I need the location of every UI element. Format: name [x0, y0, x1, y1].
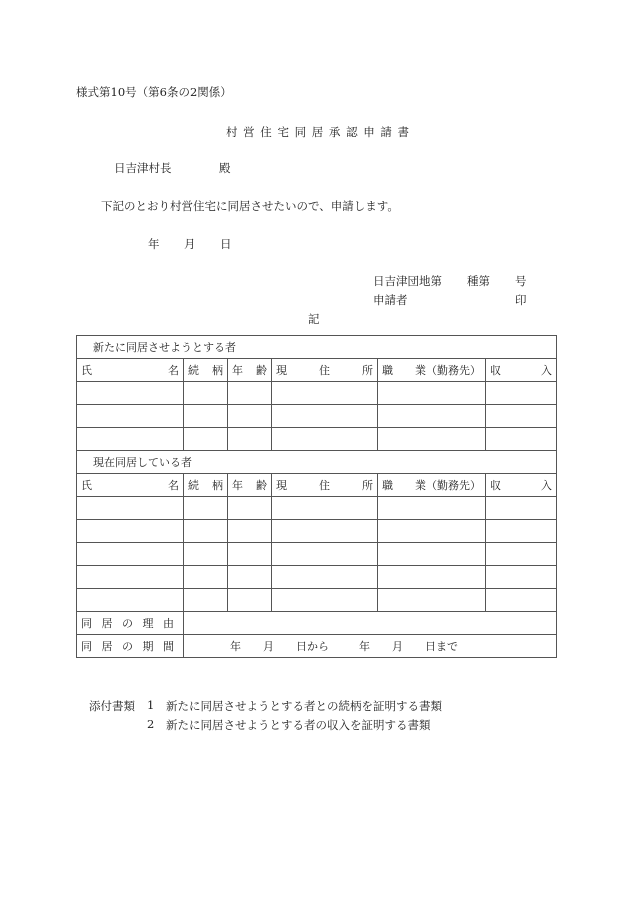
relation-cell[interactable]: [184, 428, 228, 451]
job-cell[interactable]: [378, 405, 486, 428]
col-job-m: 業（勤務先）: [415, 479, 481, 492]
reason-field[interactable]: [184, 612, 557, 635]
applicant-label: 申請者: [373, 293, 408, 307]
col-address-b: 所: [362, 364, 373, 377]
attachment-1-text: 新たに同居させようとする者との続柄を証明する書類: [166, 699, 442, 713]
job-cell[interactable]: [378, 520, 486, 543]
reason-label: 同 居 の 理 由: [77, 612, 184, 635]
col-age-b: 齢: [256, 479, 267, 492]
date-year-label: 年: [148, 237, 160, 251]
reason-row: [77, 612, 557, 635]
ki-label: 記: [308, 312, 320, 326]
address-cell[interactable]: [272, 520, 378, 543]
new-person-row-2: [77, 405, 557, 428]
current-person-row-2: [77, 520, 557, 543]
address-cell[interactable]: [272, 428, 378, 451]
relation-cell[interactable]: [184, 589, 228, 612]
name-cell[interactable]: [77, 589, 184, 612]
col-address-a: 現: [276, 364, 287, 377]
col-name-b: 名: [168, 479, 179, 492]
age-cell[interactable]: [228, 543, 272, 566]
relation-cell[interactable]: [184, 566, 228, 589]
attachments-label: 添付書類: [89, 699, 135, 713]
type-label: 種第: [467, 274, 490, 288]
col-relation-b: 柄: [212, 479, 223, 492]
address-cell[interactable]: [272, 497, 378, 520]
col-income-b: 入: [541, 479, 553, 492]
period-label: 同 居 の 期 間: [77, 635, 184, 658]
income-cell[interactable]: [486, 405, 557, 428]
seal-label: 印: [515, 293, 527, 307]
period-month-from: 月: [263, 640, 274, 653]
address-cell[interactable]: [272, 566, 378, 589]
new-person-row-1: [77, 382, 557, 405]
age-cell[interactable]: [228, 497, 272, 520]
job-cell[interactable]: [378, 589, 486, 612]
attachment-2-text: 新たに同居させようとする者の収入を証明する書類: [166, 718, 431, 732]
date-day-label: 日: [220, 237, 232, 251]
col-address-b: 所: [362, 479, 373, 492]
period-day-from: 日から: [296, 640, 329, 653]
attachment-2-number: 2: [147, 717, 155, 731]
col-address-m: 住: [319, 364, 330, 377]
income-cell[interactable]: [486, 520, 557, 543]
job-cell[interactable]: [378, 428, 486, 451]
col-address-m: 住: [319, 479, 330, 492]
period-year-to: 年: [359, 640, 370, 653]
current-person-row-5: [77, 589, 557, 612]
addressee-name: 日吉津村長: [114, 161, 172, 175]
col-age-b: 齢: [256, 364, 267, 377]
col-age-a: 年: [232, 364, 243, 377]
income-cell[interactable]: [486, 589, 557, 612]
col-name-a: 氏: [81, 364, 92, 377]
income-cell[interactable]: [486, 497, 557, 520]
name-cell[interactable]: [77, 428, 184, 451]
period-year-from: 年: [230, 640, 241, 653]
number-label: 号: [515, 274, 527, 288]
col-job-a: 職: [382, 479, 393, 492]
col-address-a: 現: [276, 479, 287, 492]
relation-cell[interactable]: [184, 497, 228, 520]
address-cell[interactable]: [272, 382, 378, 405]
document-title: 村 営 住 宅 同 居 承 認 申 請 書: [226, 125, 411, 139]
income-cell[interactable]: [486, 382, 557, 405]
current-person-row-3: [77, 543, 557, 566]
age-cell[interactable]: [228, 428, 272, 451]
form-number: 様式第10号（第6条の2関係）: [76, 85, 232, 99]
period-day-to: 日まで: [425, 640, 458, 653]
statement: 下記のとおり村営住宅に同居させたいので、申請します。: [101, 199, 399, 213]
job-cell[interactable]: [378, 543, 486, 566]
name-cell[interactable]: [77, 405, 184, 428]
relation-cell[interactable]: [184, 543, 228, 566]
period-field[interactable]: [184, 635, 557, 658]
age-cell[interactable]: [228, 566, 272, 589]
name-cell[interactable]: [77, 520, 184, 543]
name-cell[interactable]: [77, 543, 184, 566]
age-cell[interactable]: [228, 589, 272, 612]
period-row: [77, 635, 557, 658]
address-cell[interactable]: [272, 589, 378, 612]
col-job-m: 業（勤務先）: [415, 364, 481, 377]
job-cell[interactable]: [378, 382, 486, 405]
section-current-label: 現在同居している者: [77, 451, 557, 474]
col-relation-b: 柄: [212, 364, 223, 377]
relation-cell[interactable]: [184, 520, 228, 543]
age-cell[interactable]: [228, 520, 272, 543]
income-cell[interactable]: [486, 543, 557, 566]
col-name-a: 氏: [81, 479, 92, 492]
date-month-label: 月: [184, 237, 196, 251]
col-relation-a: 続: [188, 364, 199, 377]
relation-cell[interactable]: [184, 405, 228, 428]
income-cell[interactable]: [486, 566, 557, 589]
name-cell[interactable]: [77, 566, 184, 589]
complex-prefix-label: 日吉津団地第: [373, 274, 442, 288]
col-income-b: 入: [541, 364, 553, 377]
income-cell[interactable]: [486, 428, 557, 451]
new-person-row-3: [77, 428, 557, 451]
current-person-row-1: [77, 497, 557, 520]
name-cell[interactable]: [77, 497, 184, 520]
job-cell[interactable]: [378, 566, 486, 589]
job-cell[interactable]: [378, 497, 486, 520]
column-header-row: [77, 474, 557, 497]
age-cell[interactable]: [228, 405, 272, 428]
col-income-a: 収: [490, 479, 501, 492]
name-cell[interactable]: [77, 382, 184, 405]
current-person-row-4: [77, 566, 557, 589]
address-cell[interactable]: [272, 405, 378, 428]
col-age-a: 年: [232, 479, 243, 492]
section-new-label: 新たに同居させようとする者: [77, 336, 557, 359]
col-relation-a: 続: [188, 479, 199, 492]
age-cell[interactable]: [228, 382, 272, 405]
application-table: [76, 335, 557, 658]
col-income-a: 収: [490, 364, 501, 377]
attachment-1-number: 1: [147, 698, 155, 712]
column-header-row: [77, 359, 557, 382]
relation-cell[interactable]: [184, 382, 228, 405]
col-name-b: 名: [168, 364, 179, 377]
period-month-to: 月: [392, 640, 403, 653]
addressee-honorific: 殿: [219, 161, 231, 175]
address-cell[interactable]: [272, 543, 378, 566]
col-job-a: 職: [382, 364, 393, 377]
